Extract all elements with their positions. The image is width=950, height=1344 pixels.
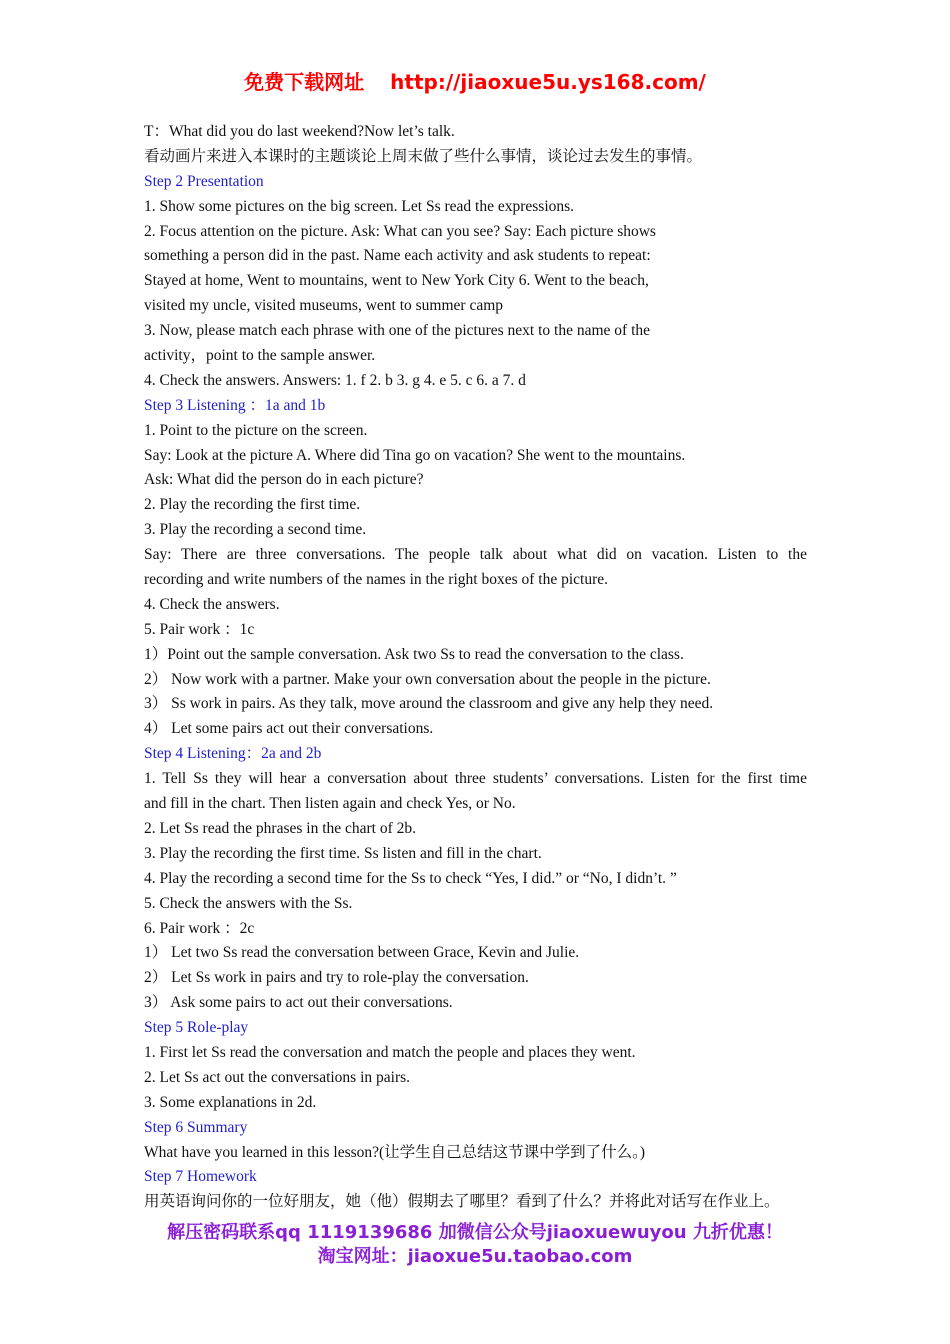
step-heading: Step 4 Listening：2a and 2b <box>144 745 322 763</box>
text-line: 1） Let two Ss read the conversation between Grace, Kevin and Julie. <box>144 944 580 962</box>
text-line: Ask: What did the person do in each picture? <box>144 471 424 489</box>
step-heading: Step 5 Role-play <box>144 1019 249 1037</box>
text-line: 2） Let Ss work in pairs and try to role-play the conversation. <box>144 969 529 987</box>
step-heading: Step 3 Listening ：1a and 1b <box>144 396 326 414</box>
text-line: 3） Ss work in pairs. As they talk, move around the classroom and give any help they need. <box>144 695 714 713</box>
text-line: 4. Check the answers. <box>144 595 280 613</box>
text-line: something a person did in the past. Name each activity and ask students to repeat: <box>144 247 651 265</box>
text-line: 6. Pair work ：2c <box>144 919 255 937</box>
step-heading: Step 7 Homework <box>144 1168 257 1186</box>
text-line: 2. Focus attention on the picture. Ask: What can you see? Say: Each picture shows <box>144 222 656 240</box>
text-line: recording and write numbers of the names in the right boxes of the picture. <box>144 571 609 589</box>
text-line: 2） Now work with a partner. Make your own conversation about the people in the picture. <box>144 670 711 688</box>
text-line: 4） Let some pairs act out their conversations. <box>144 720 434 738</box>
header-url-link[interactable]: http://jiaoxue5u.ys168.com/ <box>390 70 706 94</box>
text-line: 3. Some explanations in 2d. <box>144 1093 317 1111</box>
page-header <box>0 66 950 95</box>
text-line: activity，point to the sample answer. <box>144 347 376 365</box>
text-line: 用英语询问你的一位好朋友，她（他）假期去了哪里？看到了什么？并将此对话写在作业上。 <box>144 1193 780 1211</box>
text-line: 2. Play the recording the first time. <box>144 496 361 514</box>
text-line: What have you learned in this lesson?(让学生自己总结这节课中学到了什么。) <box>144 1143 646 1161</box>
text-line: 5. Check the answers with the Ss. <box>144 894 353 912</box>
text-line: 2. Let Ss act out the conversations in pairs. <box>144 1068 411 1086</box>
text-line: 3. Now, please match each phrase with one of the pictures next to the name of the <box>144 322 651 340</box>
text-line: 5. Pair work ：1c <box>144 620 255 638</box>
text-line: 2. Let Ss read the phrases in the chart of 2b. <box>144 819 417 837</box>
text-line: 1）Point out the sample conversation. Ask two Ss to read the conversation to the class. <box>144 645 684 663</box>
text-line: 1. Show some pictures on the big screen. Let Ss read the expressions. <box>144 197 575 215</box>
step-heading: Step 2 Presentation <box>144 172 264 190</box>
text-line: 3） Ask some pairs to act out their conversations. <box>144 994 453 1012</box>
text-line: T：What did you do last weekend?Now let’s talk. <box>144 123 455 140</box>
document-body <box>144 120 807 1215</box>
text-line: 看动画片来进入本课时的主题谈论上周末做了些什么事情，谈论过去发生的事情。 <box>144 147 703 165</box>
text-line: Say: There are three conversations. The people talk about what did on vacation. Listen to the <box>144 546 807 564</box>
text-line: and fill in the chart. Then listen again and check Yes, or No. <box>144 795 516 813</box>
text-line: 4. Check the answers. Answers: 1. f 2. b 3. g 4. e 5. c 6. a 7. d <box>144 371 526 389</box>
text-line: Say: Look at the picture A. Where did Tina go on vacation? She went to the mountains. <box>144 446 686 464</box>
header-title: 免费下载网址 <box>244 70 365 94</box>
text-line: Stayed at home, Went to mountains, went to New York City 6. Went to the beach, <box>144 272 649 290</box>
text-line: 1. Tell Ss they will hear a conversation about three students’ conversations. Listen for the first time <box>144 770 807 788</box>
text-line: 3. Play the recording the first time. Ss listen and fill in the chart. <box>144 844 542 862</box>
text-line: 4. Play the recording a second time for the Ss to check “Yes, I did.” or “No, I didn’t. ” <box>144 869 677 887</box>
text-line: 3. Play the recording a second time. <box>144 521 367 539</box>
text-line: 1. First let Ss read the conversation and match the people and places they went. <box>144 1043 636 1061</box>
footer-shop-link[interactable]: 淘宝网址：jiaoxue5u.taobao.com <box>317 1246 633 1267</box>
text-line: 1. Point to the picture on the screen. <box>144 421 368 439</box>
text-line: visited my uncle, visited museums, went to summer camp <box>144 297 504 315</box>
footer-contact: 解压密码联系qq 1119139686 加微信公众号jiaoxuewuyou 九折优惠！ <box>167 1222 783 1243</box>
step-heading: Step 6 Summary <box>144 1118 248 1136</box>
